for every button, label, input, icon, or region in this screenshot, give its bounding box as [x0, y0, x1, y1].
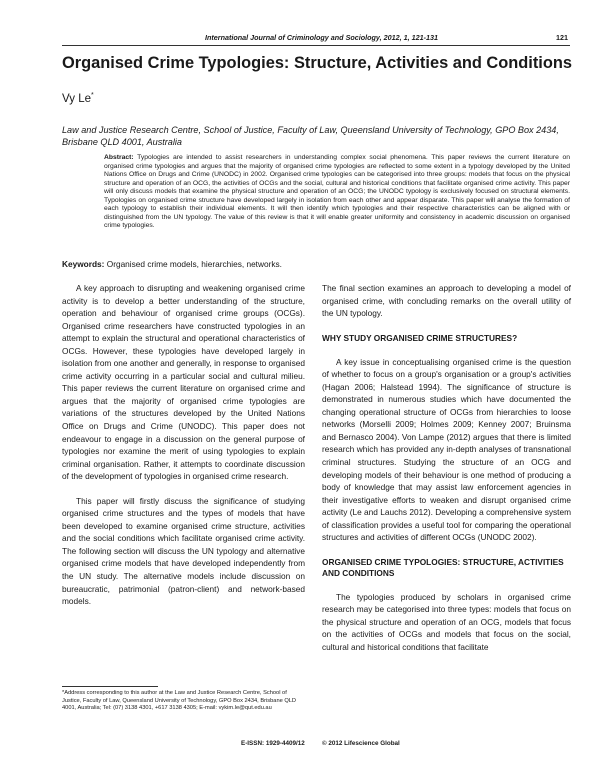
copyright: © 2012 Lifescience Global — [322, 740, 400, 747]
abstract-text: Typologies are intended to assist researchers in understanding complex social phenomena. This paper reviews the current literature on organised crime typologies and argues that the majority of organised crime typologies are reflected to some extent in a typology developed by the United Nations Office on Drugs and Crime (UNODC) in 2002. Organised crime typologies can be categorised into three groups: models that focus on the physical structure and operation of an OCG, the activities of OCGs and the social, cultural and historical conditions that facilitate organised crime activity. This paper will only discuss models that examine the physical structure and operation of an OCG; the UNODC typology is exclusively focused on structural elements. Typologies on organised crime structure have developed largely in isolation from each other and appear disparate. This paper will analyse the formation of each typology to establish their individual elements. It will then identify which typologies and their respective characteristics can be aligned with or distinguished from the UN typology. The value of this review is that it will enable greater uniformity and consistency in academic discussion on organised crime typologies. — [104, 154, 570, 230]
abstract-label: Abstract: — [104, 154, 134, 161]
section-heading: WHY STUDY ORGANISED CRIME STRUCTURES? — [322, 332, 518, 343]
paragraph: The final section examines an approach to developing a model of organised crime, with concluding remarks on the overall utility of the UN typology. — [322, 283, 571, 319]
footnote: *Address corresponding to this author at the Law and Justice Research Centre, School of Justice, Faculty of Law, Queensland University of Technology, GPO Box 2434, Brisbane QLD 4001, Australia; Tel: (07) 3138 4301, +617 3138 4305; E-mail: vykim.le@qut.edu.au — [62, 690, 297, 712]
paragraph: A key approach to disrupting and weakening organised crime activity is to develop a better understanding of the structure, operation and behaviour of organised crime groups (OCGs). Organised crime researchers have constructed typologies in an attempt to explain the structural and operational characteristics of OCGs. However, these typologies have developed largely in isolation from one another and generally, in response to organised crime activity occurring in a particular social and cultural milieu. This paper reviews the current literature on organised crime and argues that the majority of organised crime typologies are variations of the structures developed by the United Nations Office on Drugs and Crime (UNODC). This paper does not endeavour to engage in a discussion on the general purpose of typologies nor examine the merit of using typologies to explain criminal organisation. Rather, it attempts to coordinate discussion of the development of typologies in organised crime research. — [62, 283, 305, 482]
author — [62, 92, 94, 105]
footnote-divider — [62, 686, 158, 687]
affiliation: Law and Justice Research Centre, School of Justice, Faculty of Law, Queensland University of Technology, GPO Box 2434, Brisbane QLD 4001, Australia — [62, 125, 559, 147]
eissn: E-ISSN: 1929-4409/12 — [241, 740, 305, 747]
article-title: Organised Crime Typologies: Structure, Activities and Conditions — [62, 54, 573, 72]
keywords-label: Keywords: — [62, 259, 105, 269]
paragraph: This paper will firstly discuss the significance of studying organised crime structures and the types of models that have been developed to examine organised crime structure, activities and the social conditions which facilitate organised crime activity. The following section will discuss the UN typology and alternative organised crime models that have developed independently from the UN study. The alternative models include discussion on bureaucratic, patrimonial (patron-client) and network-based models. — [62, 495, 305, 607]
author-footnote-mark: * — [90, 92, 94, 99]
header-divider — [62, 45, 570, 46]
section-heading: ORGANISED CRIME TYPOLOGIES: STRUCTURE, ACTIVITIES AND CONDITIONS — [322, 556, 564, 578]
page-number: 121 — [556, 33, 568, 42]
keywords-text: Organised crime models, hierarchies, networks. — [106, 259, 282, 269]
keywords — [62, 259, 570, 269]
journal-header: International Journal of Criminology and Sociology, 2012, 1, 121-131 — [205, 33, 438, 42]
right-column — [322, 282, 571, 654]
left-column — [62, 282, 305, 608]
paragraph: The typologies produced by scholars in organised crime research may be categorised into three types: models that focus on the physical structure and operation of an OCG, models that focus on the activities of OCGs and models that focus on the social, cultural and historical conditions that facilitate — [322, 591, 571, 653]
author-name: Vy Le — [62, 92, 91, 105]
paragraph: A key issue in conceptualising organised crime is the question of whether to focus on a group's organisation or a group's activities (Hagan 2006; Halstead 1994). The significance of structure is demonstrated in numerous studies which have documented the changing operational structure of OCGs from hierarchies to loose networks (Morselli 2009; Holmes 2009; Kenney 2007; Bruinsma and Bernasco 2004). Von Lampe (2012) argues that there is limited research which has provided any in-depth analyses of transnational criminal structures. Studying the structure of an OCG and developing models of their behaviour is one method of producing a body of knowledge that may assist law enforcement agencies in their investigative efforts to weaken and disrupt organised crime activity (Le and Lauchs 2012). Developing a comprehensive system of classification provides a useful tool for comparing the operational structures and activities of different OCGs (UNODC 2002). — [322, 356, 571, 543]
abstract — [104, 154, 570, 231]
